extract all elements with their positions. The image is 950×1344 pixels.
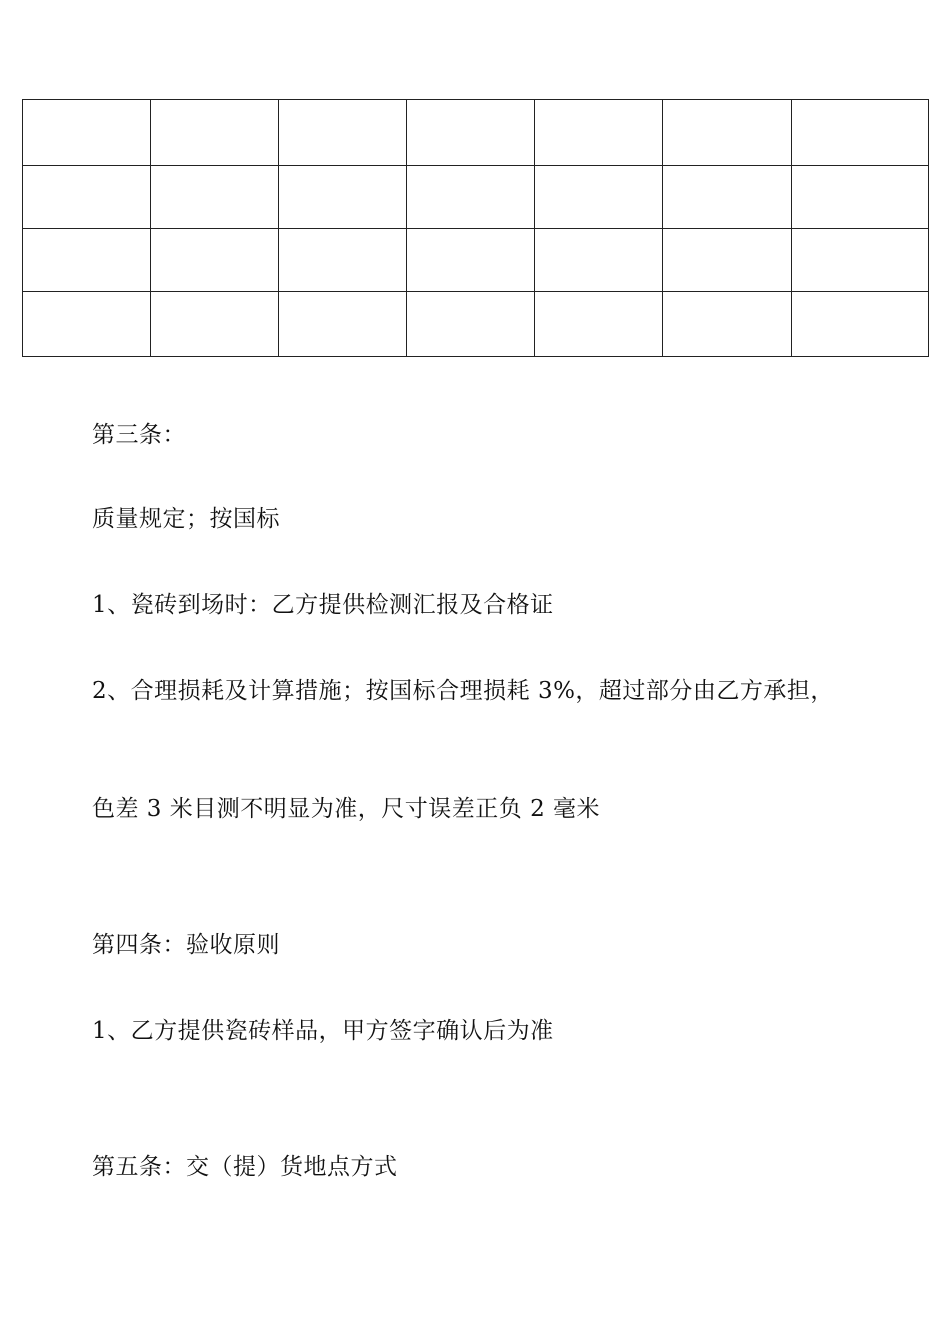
table-cell [663, 166, 792, 229]
table-cell [151, 166, 279, 229]
table-cell [279, 292, 407, 357]
table-cell [535, 100, 663, 166]
acceptance-item-1: 1、乙方提供瓷砖样品，甲方签字确认后为准 [92, 1018, 554, 1044]
table-cell [407, 292, 535, 357]
table-cell [792, 166, 929, 229]
table-cell [151, 229, 279, 292]
table-cell [23, 166, 151, 229]
table-cell [792, 292, 929, 357]
table-cell [792, 100, 929, 166]
table-row [23, 229, 929, 292]
table-cell [23, 100, 151, 166]
table-cell [663, 100, 792, 166]
quality-standard-text: 质量规定；按国标 [92, 506, 280, 532]
clause-item-1: 1、瓷砖到场时：乙方提供检测汇报及合格证 [92, 592, 554, 618]
table-cell [151, 100, 279, 166]
table-cell [535, 166, 663, 229]
table-cell [407, 166, 535, 229]
table-cell [279, 166, 407, 229]
table-cell [663, 292, 792, 357]
table-cell [23, 292, 151, 357]
table-cell [535, 292, 663, 357]
table-row [23, 292, 929, 357]
table-cell [535, 229, 663, 292]
article-four-heading: 第四条：验收原则 [92, 932, 280, 958]
table-cell [792, 229, 929, 292]
table-cell [279, 100, 407, 166]
clause-item-2: 2、合理损耗及计算措施；按国标合理损耗 3%，超过部分由乙方承担， [92, 678, 834, 704]
table-cell [407, 100, 535, 166]
table-cell [663, 229, 792, 292]
table-cell [407, 229, 535, 292]
article-three-heading: 第三条： [92, 422, 186, 448]
blank-grid-table [22, 99, 929, 357]
tolerance-text: 色差 3 米目测不明显为准，尺寸误差正负 2 毫米 [92, 796, 601, 822]
table-row [23, 166, 929, 229]
table-cell [23, 229, 151, 292]
table-row [23, 100, 929, 166]
table-cell [151, 292, 279, 357]
table-cell [279, 229, 407, 292]
article-five-heading: 第五条：交（提）货地点方式 [92, 1154, 398, 1180]
